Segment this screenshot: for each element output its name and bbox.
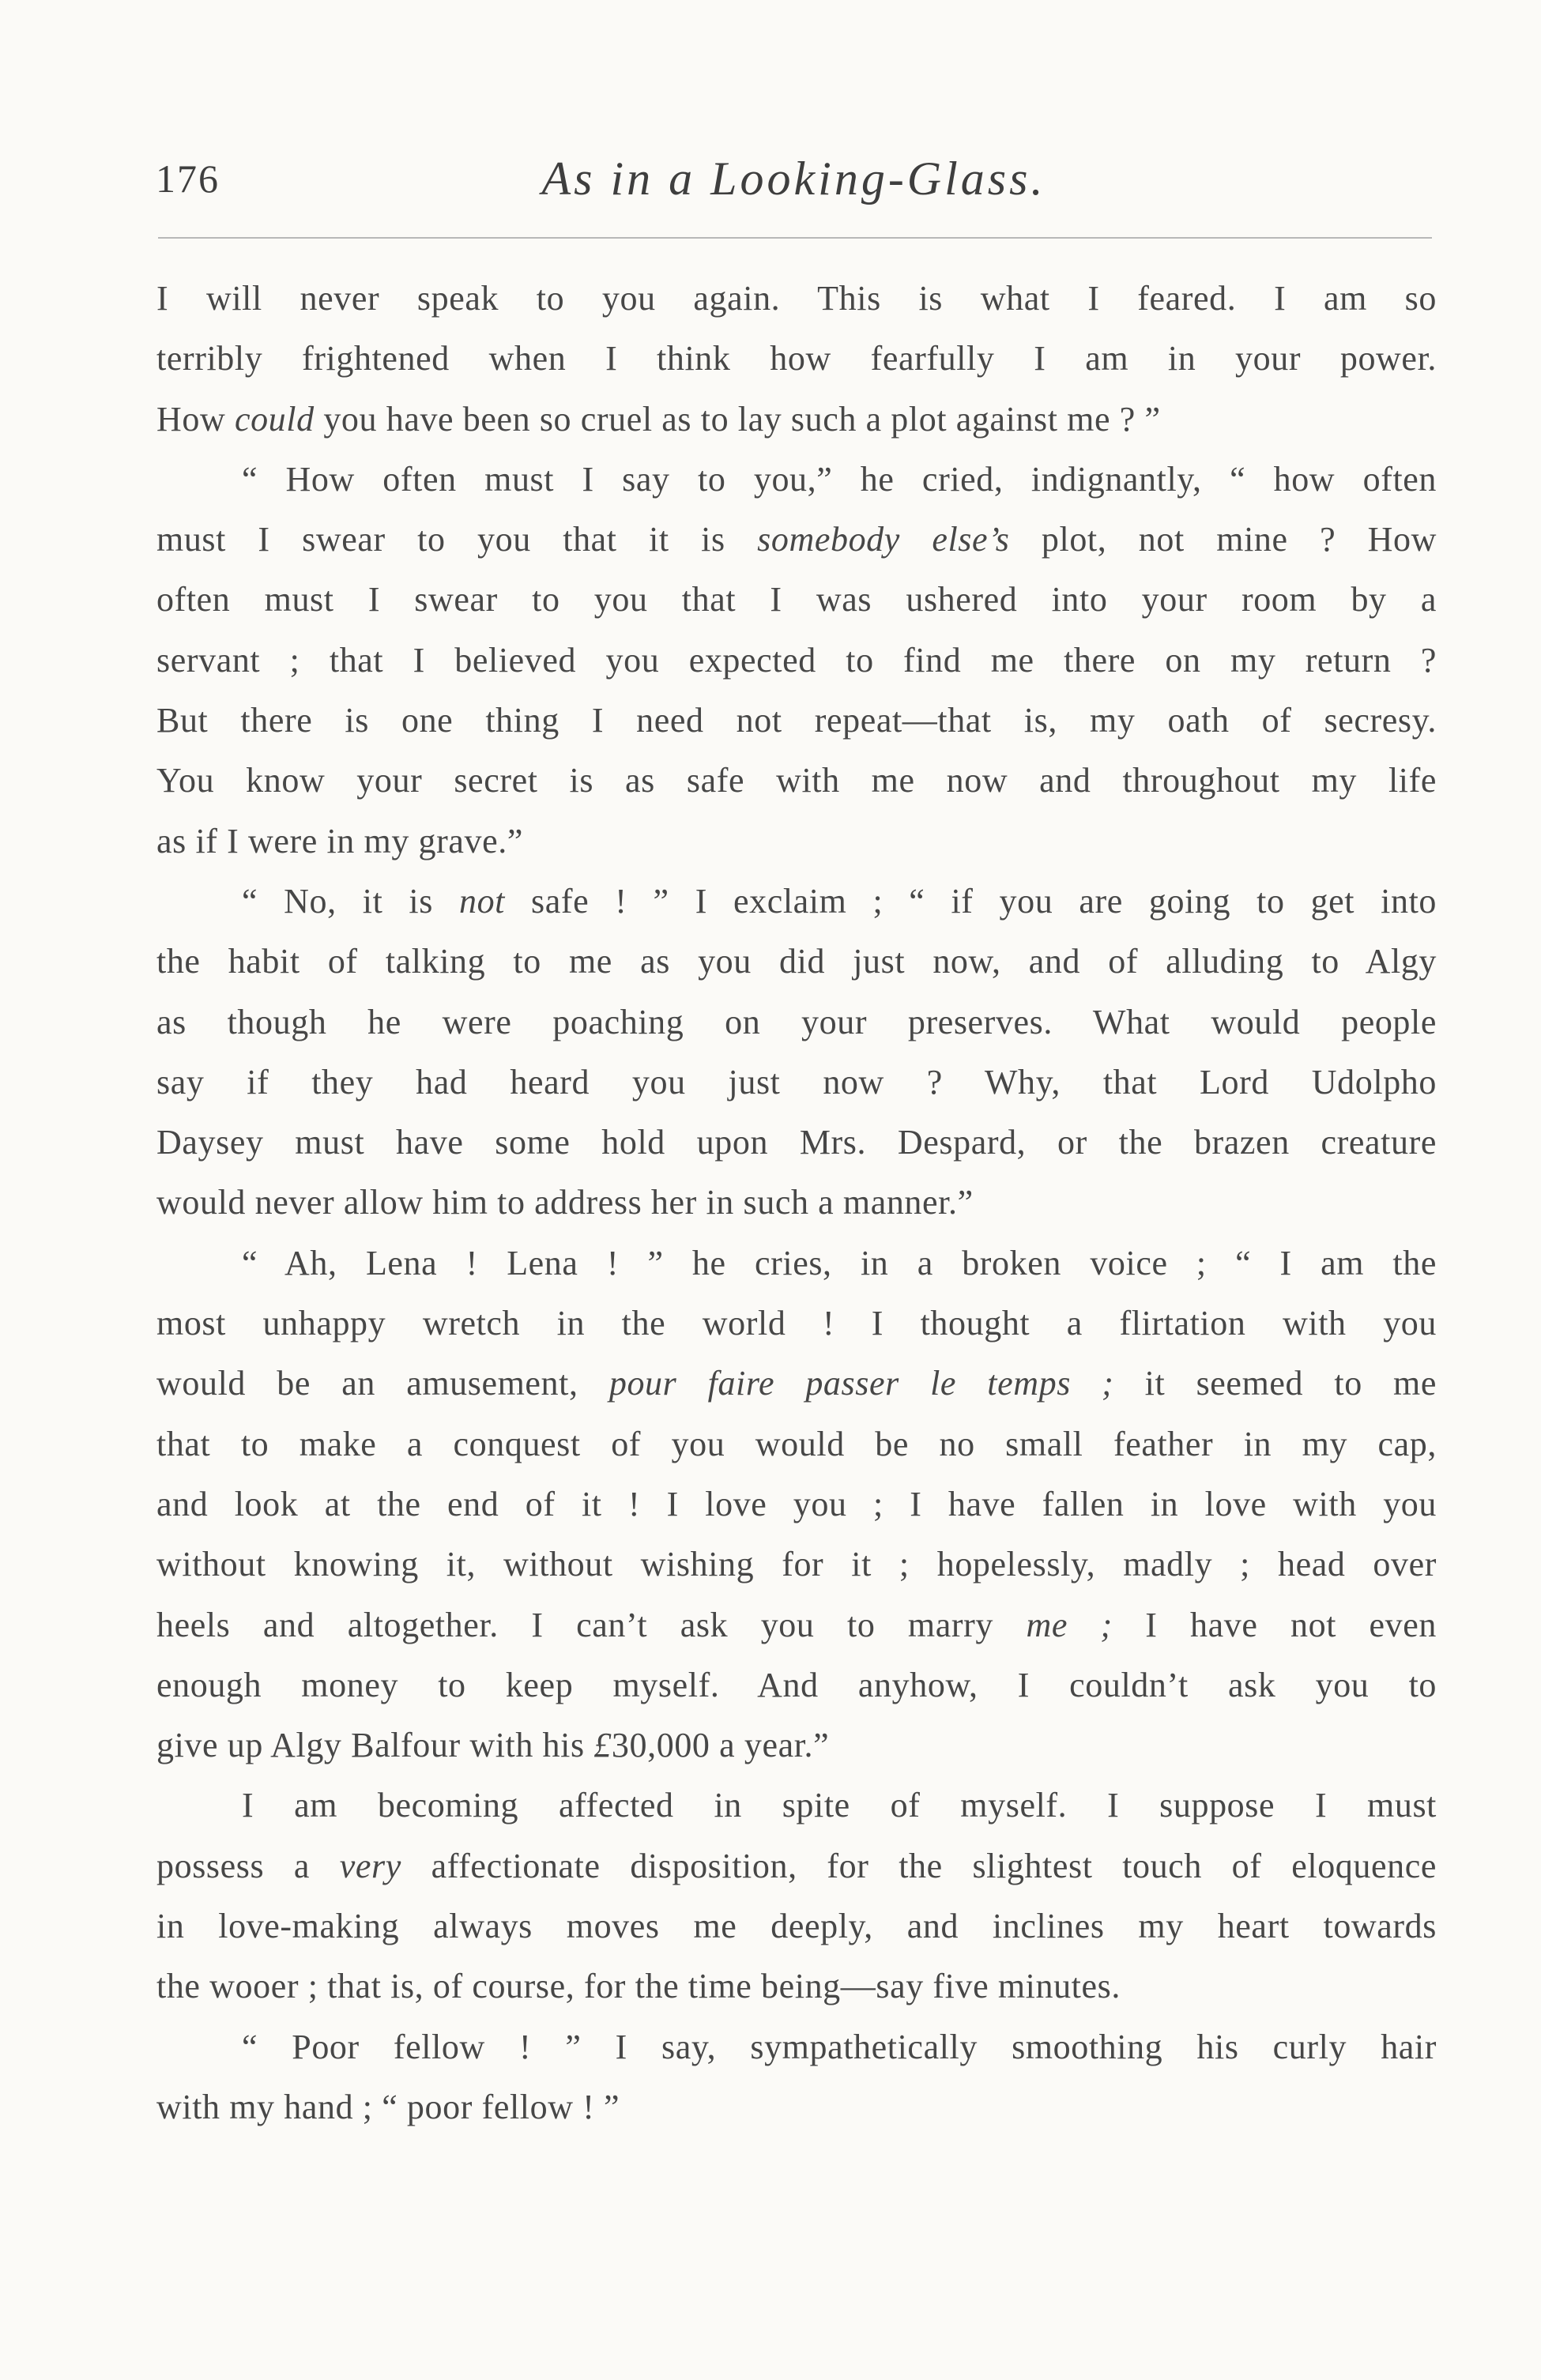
text-line <box>156 1776 1437 1836</box>
text-line <box>156 751 1437 811</box>
text-run: Daysey must have some hold upon Mrs. Despard, or the brazen creature <box>156 1123 1437 1162</box>
text-run: without knowing it, without wishing for it ; hopelessly, madly ; head over <box>156 1545 1437 1584</box>
text-run: most unhappy wretch in the world ! I thought a flirtation with you <box>156 1304 1437 1343</box>
body-text <box>156 269 1437 2137</box>
text-run: plot, not mine ? How <box>1009 520 1437 559</box>
text-run: possess a <box>156 1846 340 1885</box>
text-run: enough money to keep myself. And anyhow, I couldn’t ask you to <box>156 1665 1437 1704</box>
text-line <box>156 269 1437 329</box>
text-line <box>156 1655 1437 1715</box>
text-run: and look at the end of it ! I love you ; I have fallen in love with you <box>156 1484 1437 1523</box>
italic-text-run: very <box>339 1846 401 1885</box>
text-run: it seemed to me <box>1113 1364 1437 1403</box>
text-run: in love-making always moves me deeply, and inclines my heart towards <box>156 1907 1437 1946</box>
text-run: servant ; that I believed you expected to find me there on my return ? <box>156 640 1437 680</box>
text-run: “ Ah, Lena ! Lena ! ” he cries, in a broken voice ; “ I am the <box>242 1243 1437 1282</box>
text-line <box>156 1173 1437 1233</box>
text-line <box>156 631 1437 691</box>
text-line <box>156 390 1437 450</box>
italic-text-run: £ <box>593 1726 612 1765</box>
header-rule <box>158 237 1432 239</box>
text-line <box>156 1414 1437 1474</box>
text-run: I am becoming affected in spite of myself. I suppose I must <box>242 1786 1437 1825</box>
italic-text-run: me ; <box>1026 1605 1113 1644</box>
text-line <box>156 1595 1437 1655</box>
text-run: You know your secret is as safe with me now and throughout my life <box>156 761 1437 800</box>
text-run: “ Poor fellow ! ” I say, sympathetically smoothing his curly hair <box>242 2027 1437 2066</box>
text-run: terribly frightened when I think how fearfully I am in your power. <box>156 339 1437 378</box>
text-run: I have not even <box>1112 1605 1437 1644</box>
italic-text-run: could <box>234 399 315 439</box>
text-line <box>156 1535 1437 1595</box>
running-title: As in a Looking-Glass. <box>541 153 1046 205</box>
text-line <box>156 691 1437 751</box>
text-run: would be an amusement, <box>156 1364 609 1403</box>
running-head <box>156 147 1432 210</box>
text-run: you have been so cruel as to lay such a plot against me ? ” <box>314 399 1161 439</box>
text-run: How <box>156 399 235 439</box>
text-line <box>156 1474 1437 1535</box>
text-line <box>156 1836 1437 1896</box>
text-run: I will never speak to you again. This is what I feared. I am so <box>156 279 1437 318</box>
text-line <box>156 570 1437 630</box>
text-line <box>156 1113 1437 1173</box>
text-run: affectionate disposition, for the slightest touch of eloquence <box>401 1846 1437 1885</box>
text-line <box>156 2017 1437 2077</box>
text-line <box>156 1233 1437 1294</box>
text-line <box>156 2077 1437 2137</box>
italic-text-run: somebody else’s <box>757 520 1010 559</box>
text-line <box>156 812 1437 872</box>
italic-text-run: pour faire passer le temps ; <box>608 1364 1114 1403</box>
text-run: give up Algy Balfour with his <box>156 1726 594 1765</box>
text-run: with my hand ; “ poor fellow ! ” <box>156 2087 620 2126</box>
italic-text-run: not <box>458 881 506 921</box>
text-run: “ How often must I say to you,” he cried, indignantly, “ how often <box>242 459 1437 499</box>
text-line <box>156 1715 1437 1776</box>
text-line <box>156 872 1437 932</box>
text-run: that to make a conquest of you would be no small feather in my cap, <box>156 1424 1437 1463</box>
text-run: often must I swear to you that I was ushered into your room by a <box>156 580 1437 619</box>
text-line <box>156 329 1437 389</box>
text-run: 30,000 a year.” <box>611 1726 830 1765</box>
text-run: But there is one thing I need not repeat—that is, my oath of secresy. <box>156 701 1437 740</box>
page-number: 176 <box>156 156 220 201</box>
text-run: as if I were in my grave.” <box>156 821 523 860</box>
text-line <box>156 1053 1437 1113</box>
text-line <box>156 1354 1437 1414</box>
text-line <box>156 932 1437 992</box>
text-line <box>156 1896 1437 1956</box>
text-line <box>156 992 1437 1053</box>
text-run: “ No, it is <box>242 881 459 921</box>
text-line <box>156 1956 1437 2017</box>
text-run: would never allow him to address her in such a manner.” <box>156 1183 974 1222</box>
text-run: safe ! ” I exclaim ; “ if you are going to get into <box>505 881 1437 921</box>
text-line <box>156 1294 1437 1354</box>
text-run: the wooer ; that is, of course, for the time being—say five minutes. <box>156 1967 1121 2006</box>
text-line <box>156 450 1437 510</box>
text-run: must I swear to you that it is <box>156 520 758 559</box>
text-run: the habit of talking to me as you did just now, and of alluding to Algy <box>156 942 1437 981</box>
text-run: as though he were poaching on your preserves. What would people <box>156 1002 1437 1041</box>
text-line <box>156 510 1437 570</box>
text-run: say if they had heard you just now ? Why, that Lord Udolpho <box>156 1062 1437 1102</box>
text-run: heels and altogether. I can’t ask you to marry <box>156 1605 1027 1644</box>
